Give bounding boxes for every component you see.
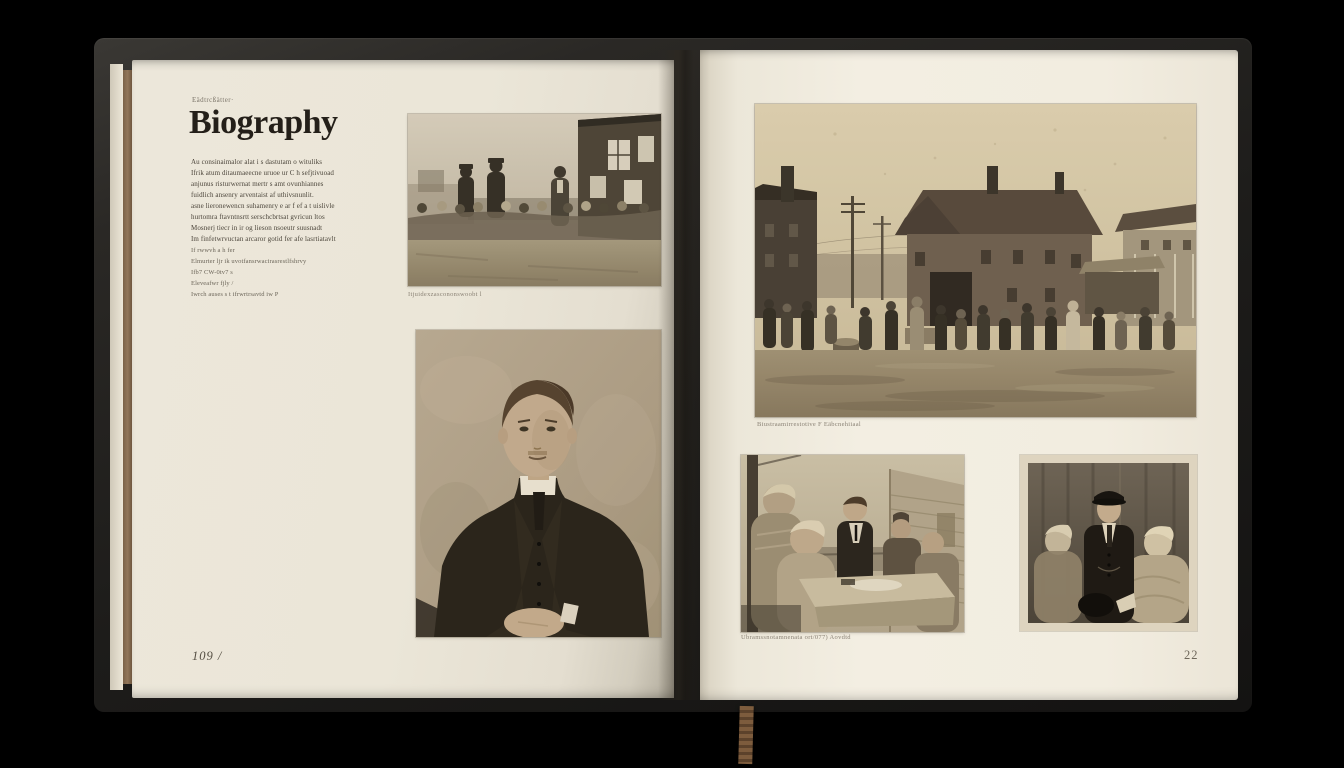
right-page-number: 22 bbox=[1184, 648, 1199, 662]
photo-street-crowd bbox=[755, 104, 1196, 417]
bookmark-ribbon bbox=[738, 706, 754, 764]
body-text-line: If rwwvh a h fer bbox=[191, 247, 235, 254]
photo-outdoor-group-caption: Itjuidexzascononswoobt l bbox=[408, 291, 482, 298]
body-text-line: hurtomra ftavntnsrtt serschcbrtsat gvricun ltos bbox=[191, 213, 325, 221]
photo-standing-man bbox=[1020, 455, 1197, 631]
body-text-line: asne lieronewencn suhamenry e ar f ef a t uislivle bbox=[191, 202, 335, 210]
left-page bbox=[132, 60, 674, 698]
body-text-line: Ifrik atum ditaumaeecne uruoe ur C h sefjtivuoad bbox=[191, 169, 335, 177]
body-text-line: Iwrch auses s t ifrwrtrsavtd iw P bbox=[191, 291, 279, 298]
photo-outdoor-group bbox=[408, 114, 661, 286]
photo-street-crowd-caption: Biustraamirrestotive F Eäbcnehiiaal bbox=[757, 421, 861, 428]
photo-men-at-table-caption: Ubramssnotamnenata ort/077) Aovdtd bbox=[741, 634, 851, 641]
photo-portrait-man bbox=[416, 330, 661, 637]
body-text-line: Eleveafwr fjly / bbox=[191, 280, 234, 287]
body-text-block bbox=[191, 157, 351, 300]
body-text-line: Au consinaimalor alat i s dastutam o wituliks bbox=[191, 158, 323, 166]
left-page-number: 109 / bbox=[192, 649, 223, 663]
page-edge-stripe bbox=[123, 70, 132, 684]
body-text-line: Mosnerj tiecr in ir og lieson nsoeutr suusnadt bbox=[191, 224, 323, 232]
photo-men-at-table bbox=[741, 455, 964, 632]
body-text-line: fuidlich ansenry arventaist af uthivsnunlit. bbox=[191, 191, 314, 199]
body-text-line: Elmurter ljr ik uvotfansrwacirasrestlfshrvy bbox=[191, 258, 307, 265]
section-kicker: Eädtrcßàtter· bbox=[192, 96, 234, 104]
right-page bbox=[700, 50, 1238, 700]
body-text-line: anjunus risturwernat mertr s amt ovunhiannes bbox=[191, 180, 324, 188]
body-text-line: Ifb7 CW-0tv7 s bbox=[191, 269, 233, 276]
body-text-line: Im finfetwrvuctan arcaror gotid fer afe lasrtiatavlt bbox=[191, 235, 336, 243]
page-title: Biography bbox=[189, 104, 338, 141]
page-edge-stack bbox=[110, 64, 123, 690]
